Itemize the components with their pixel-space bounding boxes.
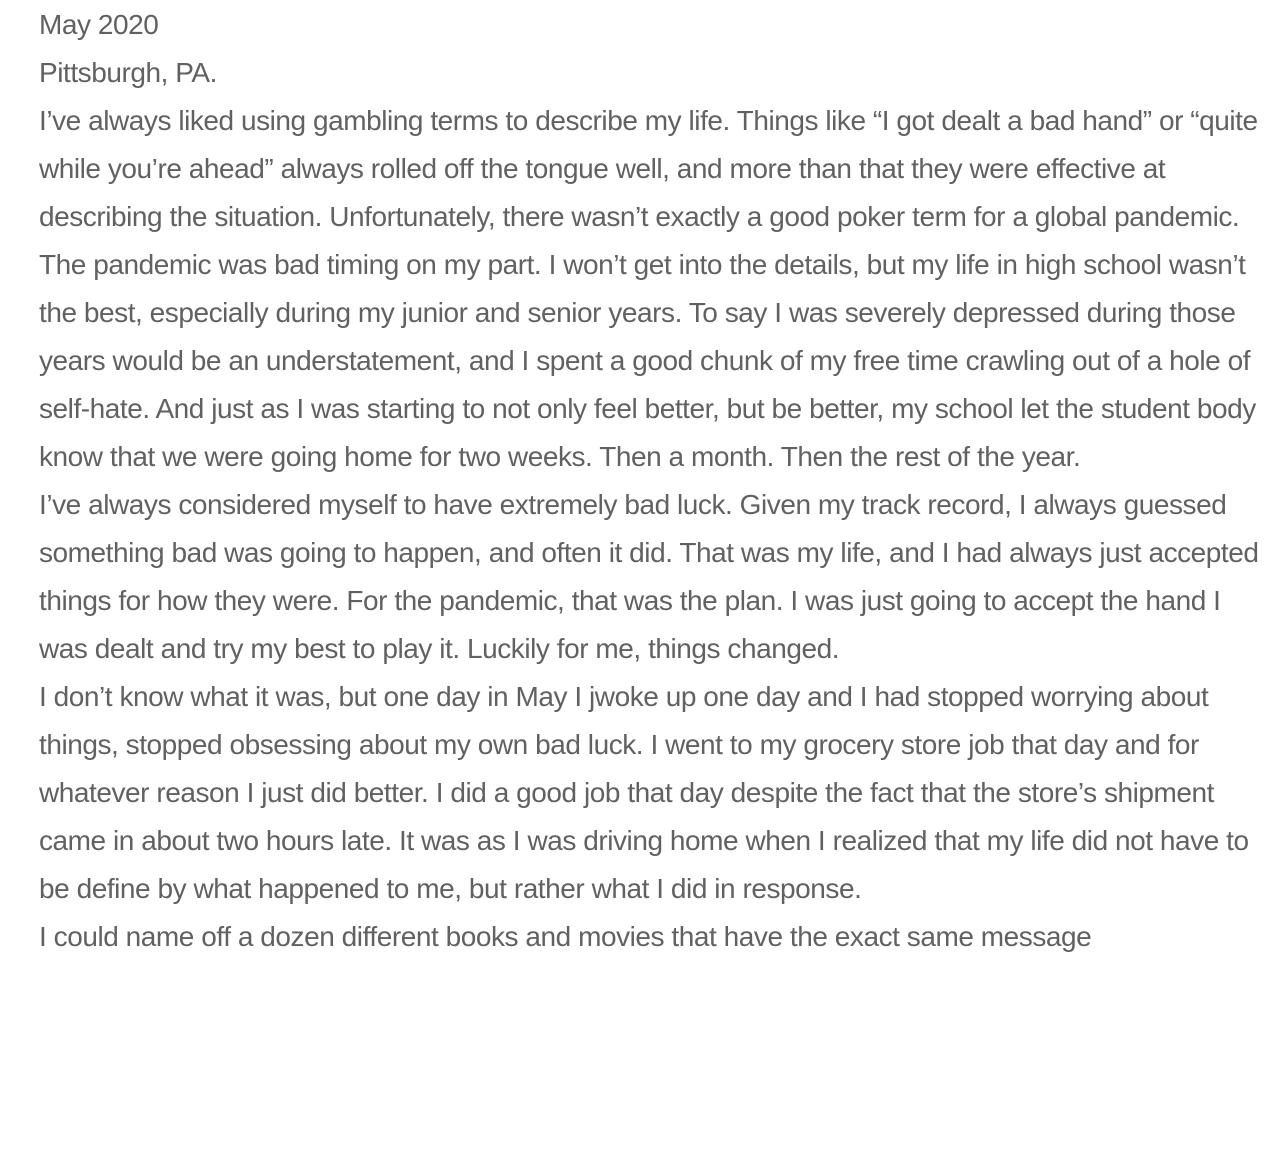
article-location: Pittsburgh, PA.	[39, 57, 217, 88]
article-paragraph: I’ve always liked using gambling terms to describe my life. Things like “I got dealt a bad hand” or “quite while you’re ahead” always rolled off the tongue well, and more than that they were effective at describing the situation. Unfortunately, there wasn’t exactly a good poker term for a global pandemic.	[39, 105, 1258, 232]
article-date: May 2020	[39, 9, 159, 40]
article-paragraph: The pandemic was bad timing on my part. I won’t get into the details, but my life in high school wasn’t the best, especially during my junior and senior years. To say I was severely depressed during those years would be an understatement, and I spent a good chunk of my free time crawling out of a hole of self-hate. And just as I was starting to not only feel better, but be better, my school let the student body know that we were going home for two weeks. Then a month. Then the rest of the year.	[39, 249, 1256, 472]
article-body	[39, 1, 1264, 961]
article-paragraph: I could name off a dozen different books and movies that have the exact same message	[39, 921, 1092, 952]
article-paragraph: I’ve always considered myself to have extremely bad luck. Given my track record, I always guessed something bad was going to happen, and often it did. That was my life, and I had always just accepted things for how they were. For the pandemic, that was the plan. I was just going to accept the hand I was dealt and try my best to play it. Luckily for me, things changed.	[39, 489, 1259, 664]
article-paragraph: I don’t know what it was, but one day in May I jwoke up one day and I had stopped worrying about things, stopped obsessing about my own bad luck. I went to my grocery store job that day and for whatever reason I just did better. I did a good job that day despite the fact that the store’s shipment came in about two hours late. It was as I was driving home when I realized that my life did not have to be define by what happened to me, but rather what I did in response.	[39, 681, 1249, 904]
